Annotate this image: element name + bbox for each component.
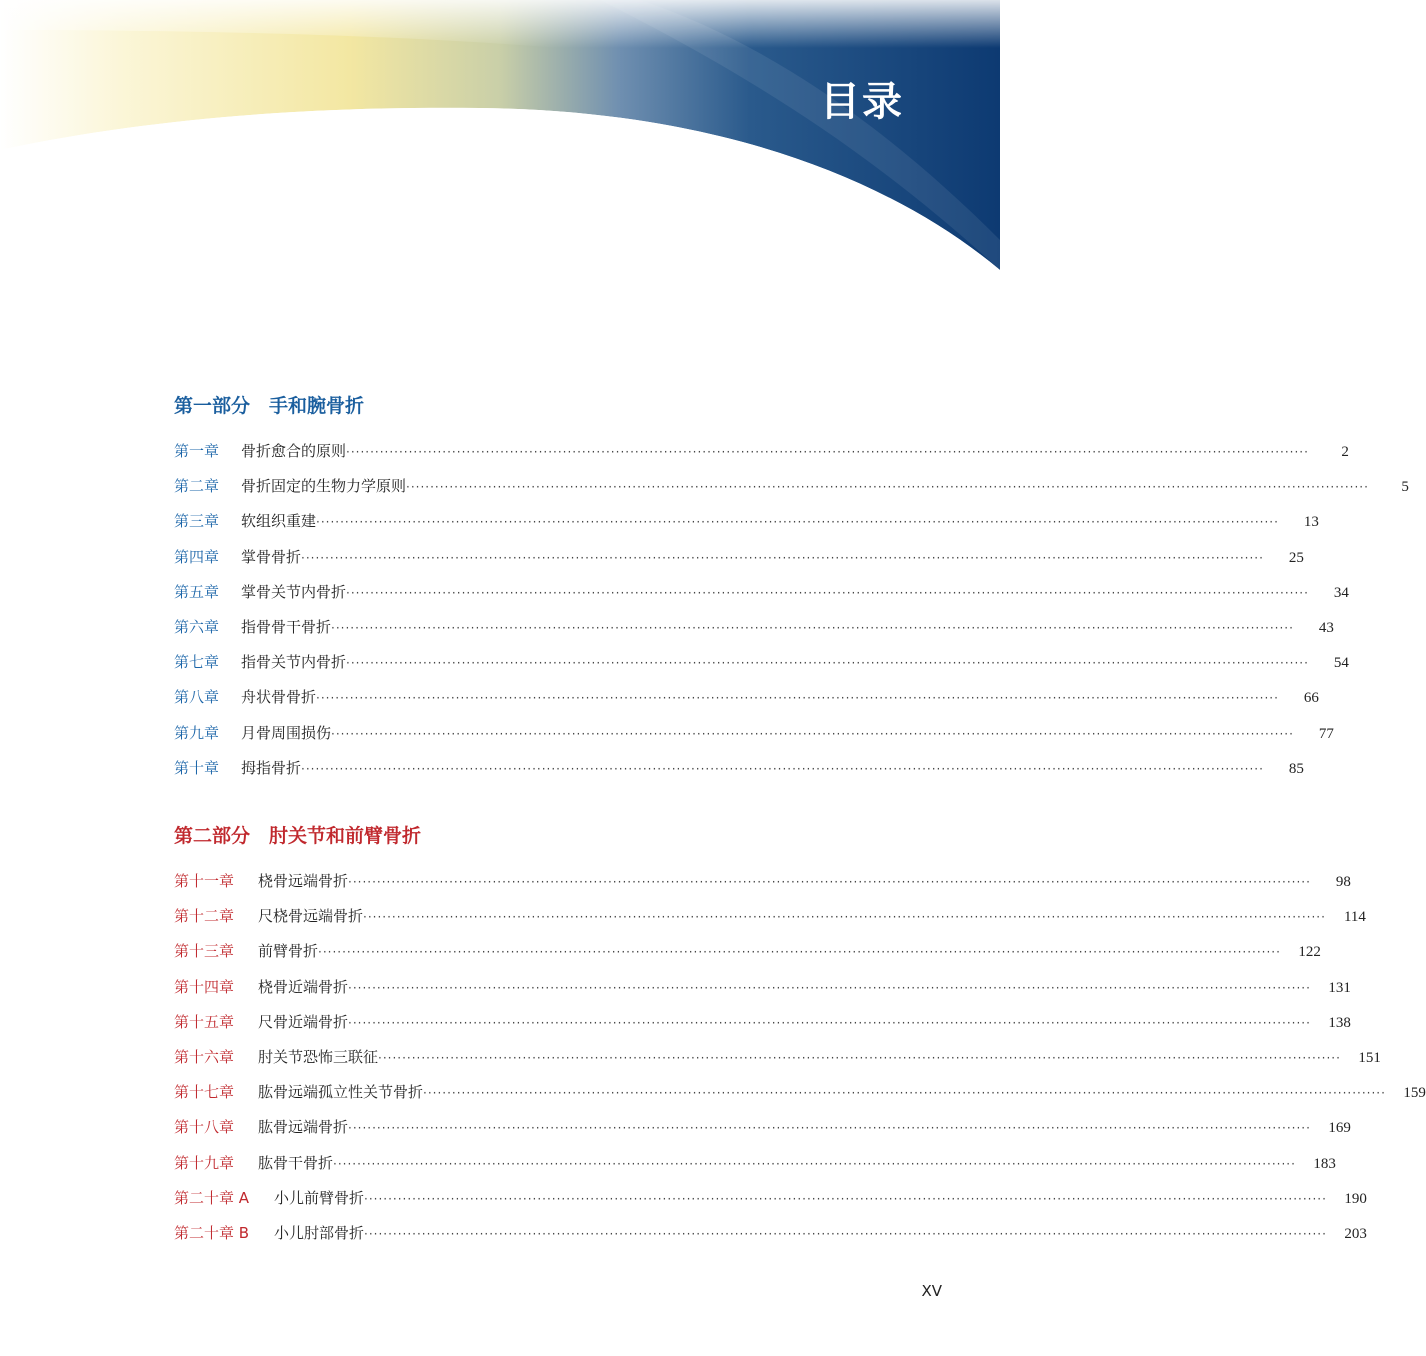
chapter-number: 第五章 <box>174 582 220 601</box>
page-number: 203 <box>1344 1225 1367 1242</box>
leader-dots: ········································································································································································································ <box>364 1191 1327 1206</box>
chapter-number: 第二章 <box>174 477 220 496</box>
page-heading: 目录 <box>820 79 904 125</box>
toc-entry[interactable] <box>174 434 1349 469</box>
toc-entry[interactable] <box>174 1040 1381 1075</box>
leader-dots: ········································································································································································································ <box>363 910 1326 925</box>
leader-dots: ········································································································································································································ <box>301 761 1264 776</box>
toc-entry[interactable] <box>174 1005 1351 1040</box>
page-number: 122 <box>1298 944 1321 961</box>
toc-entry[interactable] <box>174 645 1349 680</box>
toc-entry[interactable] <box>174 970 1351 1005</box>
page-number: 43 <box>1318 619 1334 636</box>
page-number: 85 <box>1288 760 1304 777</box>
toc-entry[interactable] <box>174 680 1319 715</box>
leader-dots: ········································································································································································································ <box>301 550 1264 565</box>
page-number: 2 <box>1341 444 1349 460</box>
page-number: 5 <box>1401 479 1409 496</box>
chapter-title: 前臂骨折 <box>258 942 319 961</box>
leader-dots: ········································································································································································································ <box>378 1050 1341 1065</box>
page-folio: XV <box>921 1282 942 1300</box>
chapter-title: 指骨骨干骨折 <box>241 617 332 636</box>
toc-entry[interactable] <box>174 716 1334 751</box>
chapter-title: 舟状骨骨折 <box>241 688 317 707</box>
chapter-number: 第十二章 <box>174 907 235 926</box>
page-number: 190 <box>1344 1190 1367 1207</box>
page-number: 169 <box>1328 1120 1351 1137</box>
toc-entry[interactable] <box>174 1075 1426 1110</box>
part-title: 第一部分 手和腕骨折 <box>174 395 365 417</box>
chapter-number: 第十四章 <box>174 977 235 996</box>
page-number: 54 <box>1333 655 1349 672</box>
chapter-title: 桡骨近端骨折 <box>258 977 349 996</box>
toc-entry[interactable] <box>174 504 1319 539</box>
chapter-number: 第十三章 <box>174 942 235 961</box>
leader-dots: ········································································································································································································ <box>348 1015 1311 1030</box>
leader-dots: ········································································································································································································ <box>346 585 1309 600</box>
page-number: 131 <box>1328 979 1351 996</box>
part-title: 第二部分 肘关节和前臂骨折 <box>174 825 422 847</box>
chapter-title: 掌骨骨折 <box>241 547 302 566</box>
chapter-number: 第九章 <box>174 723 220 742</box>
chapter-number: 第四章 <box>174 547 220 566</box>
page-number: 98 <box>1335 874 1351 890</box>
leader-dots: ········································································································································································································ <box>348 875 1311 889</box>
chapter-number: 第十五章 <box>174 1012 235 1031</box>
toc-entry[interactable] <box>174 610 1334 645</box>
chapter-number: 第二十章 A <box>174 1188 250 1207</box>
chapter-number: 第三章 <box>174 512 220 531</box>
chapter-title: 肘关节恐怖三联征 <box>258 1047 379 1066</box>
page-number: 159 <box>1403 1085 1426 1102</box>
leader-dots: ········································································································································································································ <box>346 656 1309 671</box>
chapter-title: 指骨关节内骨折 <box>241 653 347 672</box>
chapter-number: 第一章 <box>174 442 220 460</box>
leader-dots: ········································································································································································································ <box>331 726 1294 741</box>
chapter-title: 尺骨近端骨折 <box>258 1012 349 1031</box>
toc-entry[interactable] <box>174 899 1366 934</box>
toc-entry[interactable] <box>174 1181 1367 1216</box>
toc-entry[interactable] <box>174 1146 1336 1181</box>
leader-dots: ········································································································································································································ <box>316 515 1279 530</box>
chapter-title: 软组织重建 <box>241 512 317 531</box>
leader-dots: ········································································································································································································ <box>331 620 1294 635</box>
toc-part-1 <box>174 392 1409 786</box>
chapter-number: 第八章 <box>174 688 220 707</box>
leader-dots: ········································································································································································································ <box>318 945 1281 960</box>
leader-dots: ········································································································································································································ <box>364 1226 1327 1241</box>
page-number: 13 <box>1303 514 1319 531</box>
chapter-title: 尺桡骨远端骨折 <box>258 907 364 926</box>
toc-part-2 <box>174 822 1426 1251</box>
chapter-number: 第十八章 <box>174 1118 235 1137</box>
chapter-number: 第十六章 <box>174 1047 235 1066</box>
toc-entry[interactable] <box>174 540 1304 575</box>
toc-entry[interactable] <box>174 575 1349 610</box>
chapter-number: 第十九章 <box>174 1153 235 1172</box>
chapter-title: 小儿肘部骨折 <box>274 1223 365 1242</box>
chapter-number: 第十章 <box>174 758 220 777</box>
leader-dots: ········································································································································································································ <box>333 1156 1296 1171</box>
chapter-title: 骨折愈合的原则 <box>241 442 347 460</box>
chapter-title: 拇指骨折 <box>241 758 302 777</box>
leader-dots: ········································································································································································································ <box>346 445 1309 459</box>
page-number: 66 <box>1303 690 1319 707</box>
chapter-title: 掌骨关节内骨折 <box>241 582 347 601</box>
toc-entry[interactable] <box>174 1110 1351 1145</box>
page-number: 183 <box>1313 1155 1336 1172</box>
page-number: 151 <box>1358 1049 1381 1066</box>
page-number: 77 <box>1318 725 1334 742</box>
toc-entry[interactable] <box>174 934 1321 969</box>
chapter-title: 骨折固定的生物力学原则 <box>241 477 407 496</box>
leader-dots: ········································································································································································································ <box>406 480 1369 495</box>
leader-dots: ········································································································································································································ <box>423 1086 1386 1101</box>
chapter-number: 第二十章 B <box>174 1223 250 1242</box>
chapter-title: 肱骨远端骨折 <box>258 1118 349 1137</box>
chapter-title: 月骨周围损伤 <box>241 723 332 742</box>
page-number: 25 <box>1288 549 1304 566</box>
page-number: 114 <box>1343 909 1366 926</box>
chapter-title: 桡骨远端骨折 <box>258 872 349 890</box>
toc-entry[interactable] <box>174 864 1351 899</box>
chapter-title: 肱骨远端孤立性关节骨折 <box>258 1083 424 1102</box>
toc-entry[interactable] <box>174 751 1304 786</box>
toc-entry[interactable] <box>174 469 1409 504</box>
leader-dots: ········································································································································································································ <box>348 980 1311 995</box>
leader-dots: ········································································································································································································ <box>348 1121 1311 1136</box>
page-number: 34 <box>1333 584 1349 601</box>
chapter-title: 肱骨干骨折 <box>258 1153 334 1172</box>
chapter-number: 第十一章 <box>174 872 235 890</box>
chapter-title: 小儿前臂骨折 <box>274 1188 365 1207</box>
leader-dots: ········································································································································································································ <box>316 691 1279 706</box>
page-number: 138 <box>1328 1014 1351 1031</box>
toc-entry[interactable] <box>174 1216 1367 1251</box>
chapter-number: 第十七章 <box>174 1083 235 1102</box>
chapter-number: 第六章 <box>174 617 220 636</box>
chapter-number: 第七章 <box>174 653 220 672</box>
header-decoration <box>0 0 1000 300</box>
